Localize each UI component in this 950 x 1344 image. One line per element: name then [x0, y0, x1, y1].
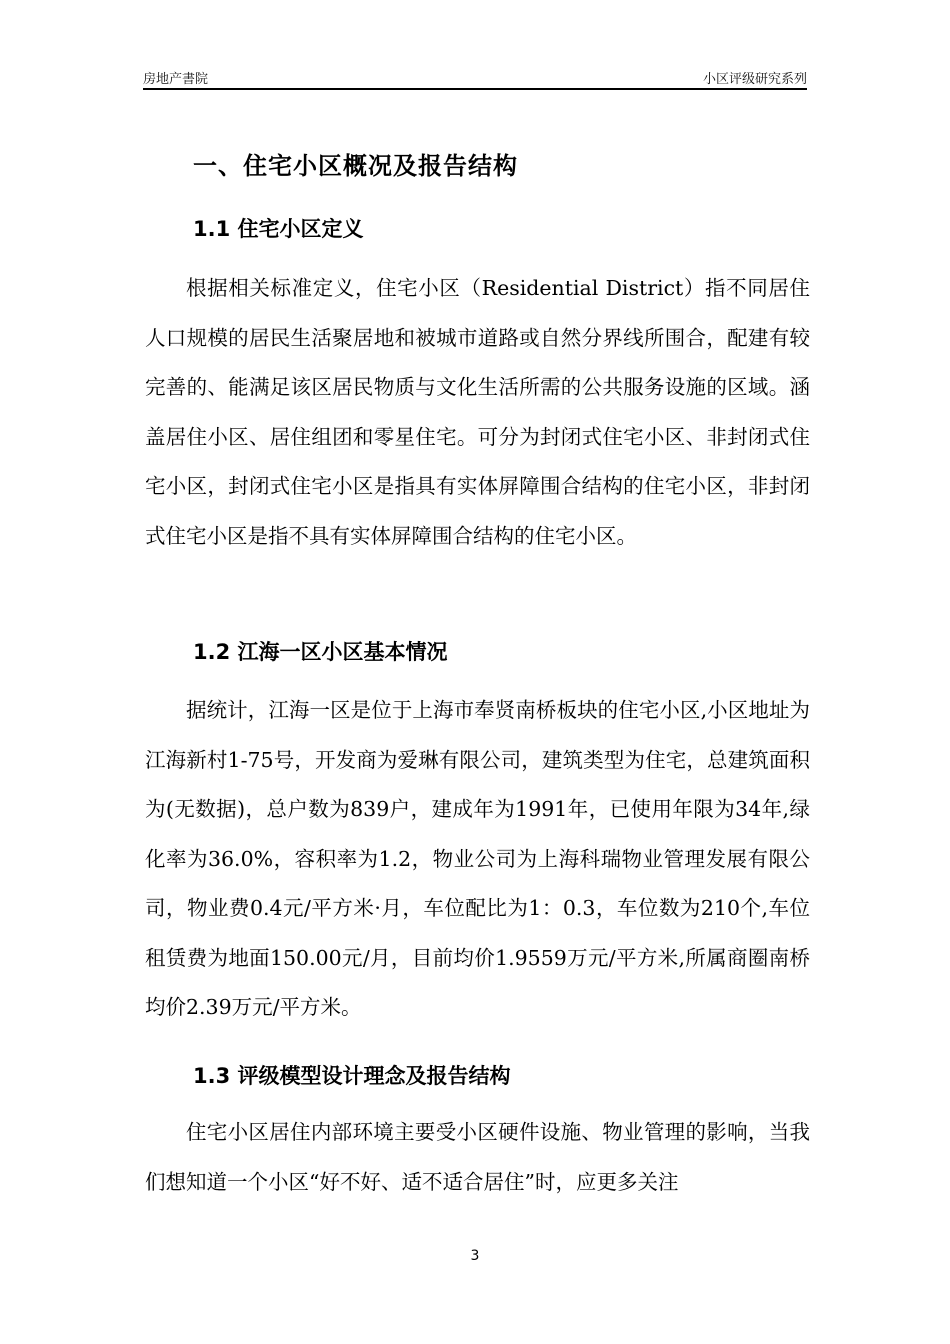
paragraph-community-info [145, 686, 810, 1033]
subsection-title-1-3: 1.3 评级模型设计理念及报告结构 [193, 1064, 511, 1088]
paragraph-text: 住宅小区居住内部环境主要受小区硬件设施、物业管理的影响，当我们想知道一个小区“好不好、适不适合居住”时，应更多关注 [145, 1120, 810, 1194]
paragraph-text: 根据相关标准定义，住宅小区（Residential District）指不同居住人口规模的居民生活聚居地和被城市道路或自然分界线所围合，配建有较完善的、能满足该区居民物质与文化生活所需的公共服务设施的区域。涵盖居住小区、居住组团和零星住宅。可分为封闭式住宅小区、非封闭式住宅小区，封闭式住宅小区是指具有实体屏障围合结构的住宅小区，非封闭式住宅小区是指不具有实体屏障围合结构的住宅小区。 [145, 276, 810, 548]
paragraph-definition [145, 264, 810, 561]
subsection-title-1-1: 1.1 住宅小区定义 [193, 217, 364, 241]
section-title: 一、住宅小区概况及报告结构 [193, 152, 518, 180]
subsection-title-1-2: 1.2 江海一区小区基本情况 [193, 640, 448, 664]
page-header [143, 66, 807, 90]
page-number: 3 [470, 1248, 480, 1264]
paragraph-text: 据统计，江海一区是位于上海市奉贤南桥板块的住宅小区,小区地址为江海新村1-75号，开发商为爱琳有限公司，建筑类型为住宅，总建筑面积为(无数据)，总户数为839户，建成年为1991年，已使用年限为34年,绿化率为36.0%，容积率为1.2，物业公司为上海科瑞物业管理发展有限公司，物业费0.4元/平方米·月，车位配比为1：0.3，车位数为210个,车位租赁费为地面150.00元/月，目前均价1.9559万元/平方米,所属商圈南桥均价2.39万元/平方米。 [145, 698, 810, 1019]
header-publisher: 房地产書院 [143, 72, 209, 87]
header-series: 小区评级研究系列 [702, 72, 807, 87]
paragraph-model-design [145, 1108, 810, 1207]
